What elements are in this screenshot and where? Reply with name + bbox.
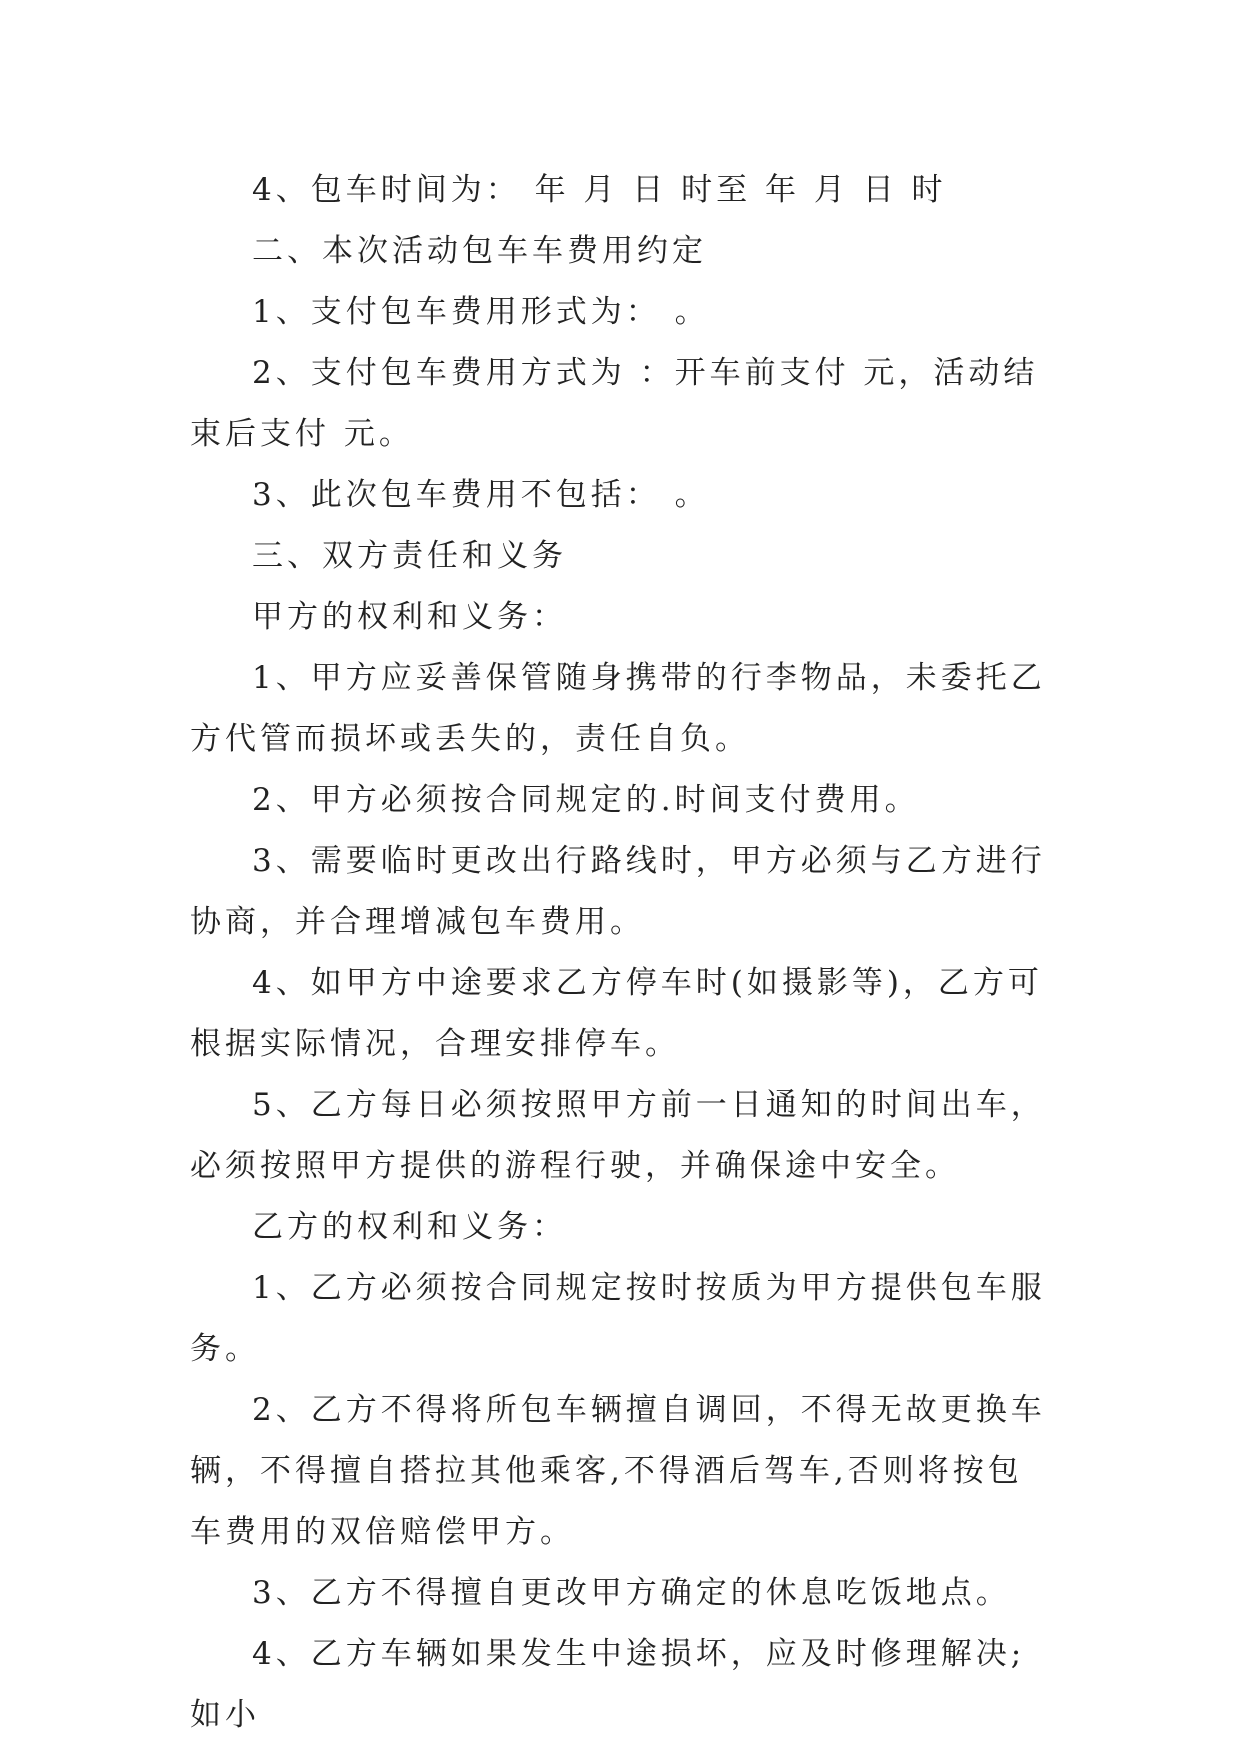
section-heading-responsibilities: 三、双方责任和义务	[252, 538, 567, 574]
paragraph-party-a-2: 2、甲方必须按合同规定的.时间支付费用。	[252, 782, 920, 818]
paragraph-fee-exclusions: 3、此次包车费用不包括： 。	[252, 477, 710, 513]
paragraph-fee-method: 2、支付包车费用方式为 ：开车前支付 元，活动结束后支付 元。	[190, 355, 1039, 452]
paragraph-party-b-3: 3、乙方不得擅自更改甲方确定的休息吃饭地点。	[252, 1575, 1011, 1611]
paragraph-charter-time: 4、包车时间为： 年 月 日 时至 年 月 日 时	[252, 172, 947, 208]
paragraph-party-a-4: 4、如甲方中途要求乙方停车时(如摄影等)，乙方可根据实际情况，合理安排停车。	[190, 965, 1043, 1062]
paragraph-party-a-3: 3、需要临时更改出行路线时，甲方必须与乙方进行协商，并合理增减包车费用。	[190, 843, 1046, 940]
paragraph-party-b-2: 2、乙方不得将所包车辆擅自调回，不得无故更换车辆，不得擅自搭拉其他乘客,不得酒后驾车,否则将按包车费用的双倍赔偿甲方。	[190, 1392, 1046, 1550]
section-heading-fees: 二、本次活动包车车费用约定	[252, 233, 707, 269]
paragraph-fee-form: 1、支付包车费用形式为： 。	[252, 294, 710, 330]
paragraph-party-a-1: 1、甲方应妥善保管随身携带的行李物品，未委托乙方代管而损坏或丢失的，责任自负。	[190, 660, 1046, 757]
paragraph-party-b-4: 4、乙方车辆如果发生中途损坏，应及时修理解决;如小	[190, 1636, 1026, 1733]
paragraph-party-b-1: 1、乙方必须按合同规定按时按质为甲方提供包车服务。	[190, 1270, 1046, 1367]
document-body	[190, 160, 1050, 1746]
subheading-party-a: 甲方的权利和义务：	[252, 599, 567, 635]
subheading-party-b: 乙方的权利和义务：	[252, 1209, 567, 1245]
paragraph-party-a-5: 5、乙方每日必须按照甲方前一日通知的时间出车，必须按照甲方提供的游程行驶，并确保途中安全。	[190, 1087, 1046, 1184]
